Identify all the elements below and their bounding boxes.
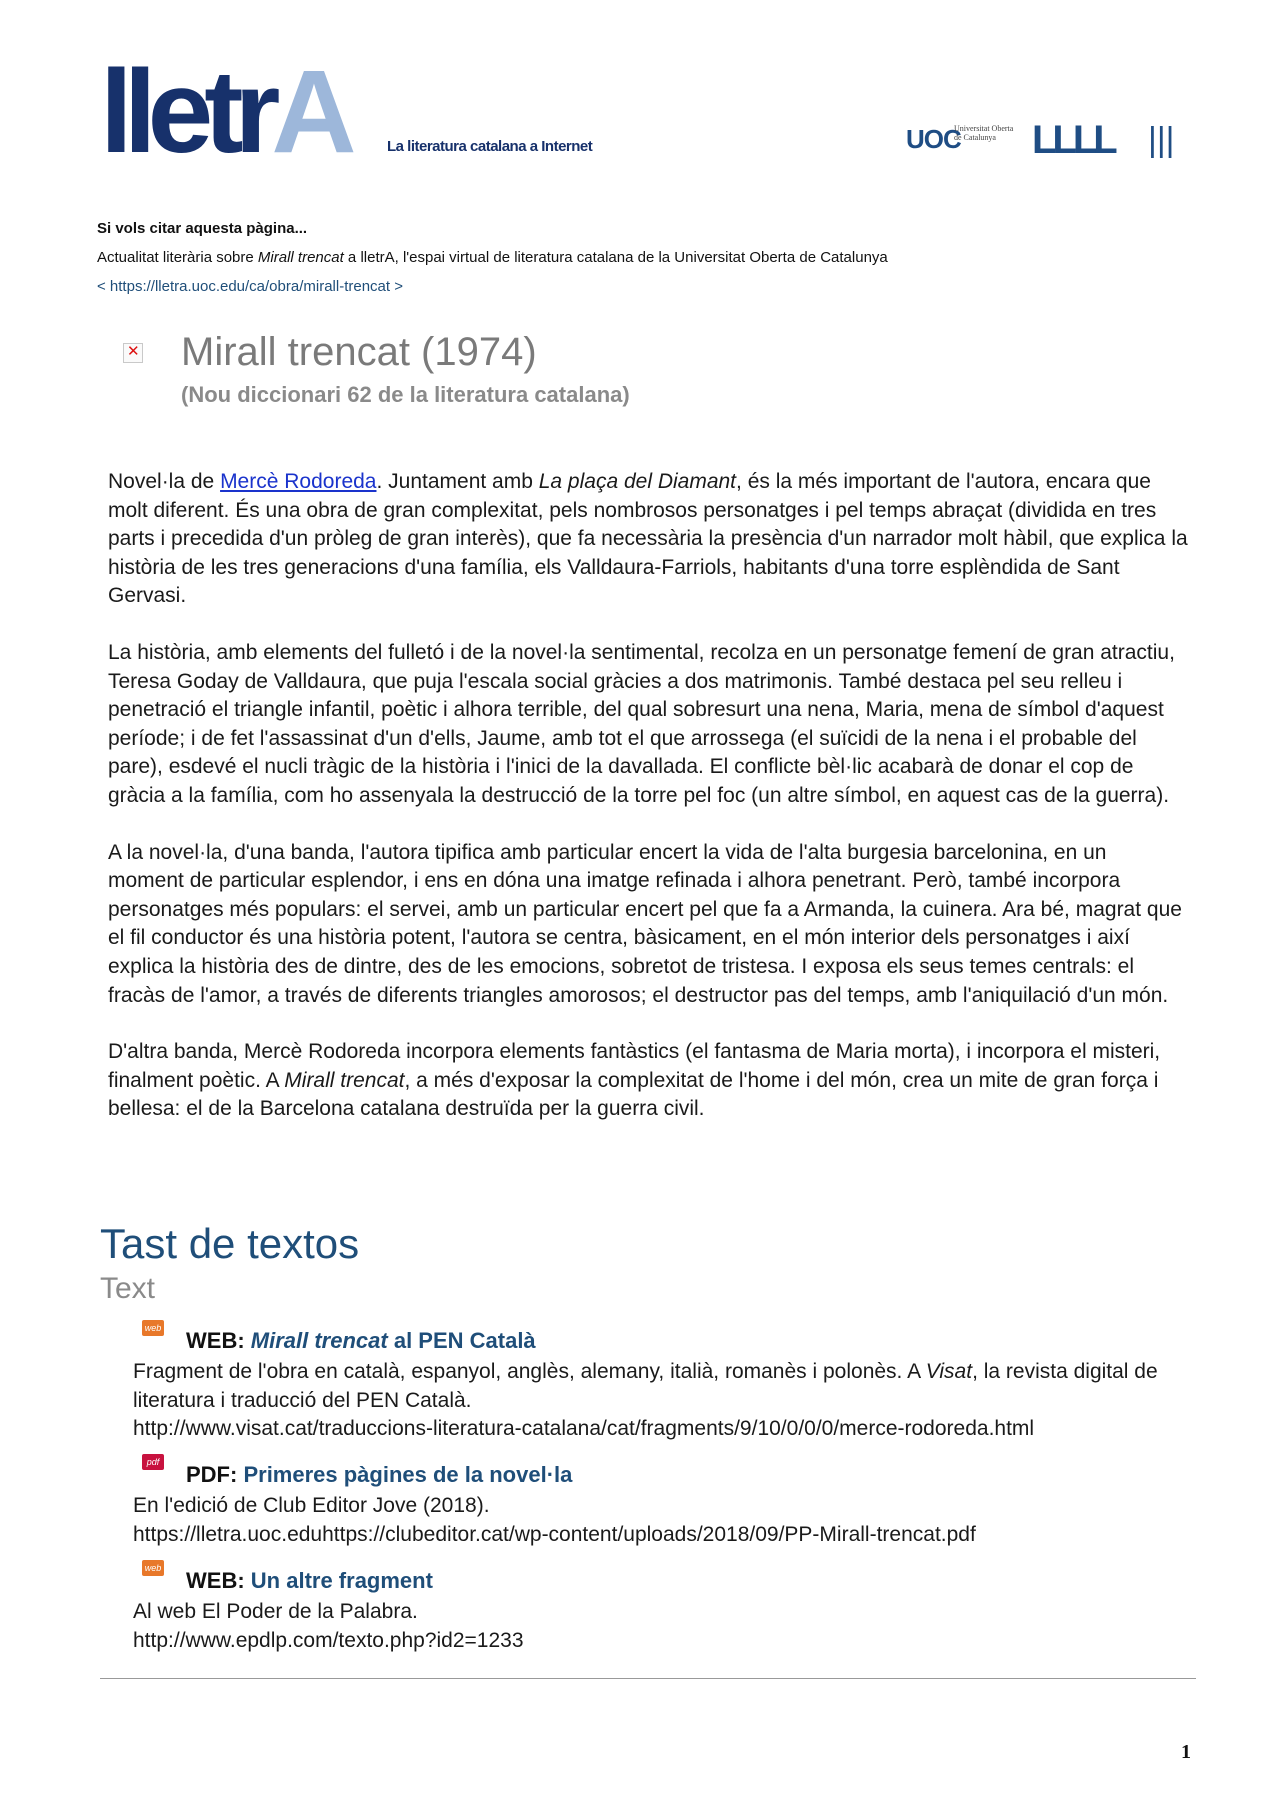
resource-description [133, 1358, 1193, 1415]
resource-kind: PDF [186, 1462, 230, 1487]
logo-wordmark-dark: lletr [100, 46, 272, 178]
resource-entry [133, 1563, 1193, 1655]
uoc-logo-mark: UOC [906, 124, 961, 154]
citation-work-title: Mirall trencat [257, 249, 344, 266]
page-number: 1 [1181, 1741, 1191, 1763]
section-subheading: Text [100, 1272, 156, 1305]
resource-heading [133, 1323, 1193, 1356]
paragraph-4 [108, 1038, 1188, 1124]
citation-url[interactable]: < https://lletra.uoc.edu/ca/obra/mirall-trencat > [97, 278, 403, 295]
pdf-file-icon: pdf [142, 1454, 164, 1470]
uoc-logo-text: Universitat Oberta de Catalunya [954, 124, 1014, 142]
page-title: Mirall trencat (1974) [181, 330, 537, 374]
uoc-logo[interactable] [906, 120, 1014, 160]
resource-heading [133, 1563, 1193, 1596]
resource-url: https://lletra.uoc.eduhttps://clubeditor.cat/wp-content/uploads/2018/09/PP-Mirall-trencat.pdf [133, 1522, 976, 1546]
resource-url: http://www.visat.cat/traduccions-literatura-catalana/cat/fragments/9/10/0/0/0/merce-rodoreda.html [133, 1417, 1035, 1441]
broken-image-icon [123, 343, 143, 363]
web-file-icon: web [142, 1320, 164, 1336]
page-subtitle: (Nou diccionari 62 de la literatura catalana) [181, 382, 630, 407]
llull-logo[interactable] [1032, 120, 1122, 160]
p1-text-b: . Juntament amb [376, 470, 539, 493]
citation-text-after: a lletrA, l'espai virtual de literatura catalana de la Universitat Oberta de Catalunya [343, 249, 888, 266]
llull-logo-mark: LLLL [1032, 118, 1114, 162]
citation-text [97, 243, 1197, 272]
author-link[interactable]: Mercè Rodoreda [220, 470, 377, 493]
resource-desc-b: , la revista digital de literatura i traducció del PEN Català. [133, 1360, 1158, 1412]
p4-text-a: D'altra banda, Mercè Rodoreda incorpora elements fantàstics (el fantasma de Maria morta), i incorpora el misteri, finalment poètic. A [108, 1040, 1161, 1092]
citation-title: Si vols citar aquesta pàgina... [97, 220, 308, 237]
resource-desc-italic: Visat [925, 1360, 973, 1383]
article-body [108, 468, 1188, 1152]
resource-separator: : [237, 1568, 251, 1593]
resource-heading [133, 1457, 1193, 1490]
resource-description: Al web El Poder de la Palabra. [133, 1600, 418, 1623]
broken-image-glyph: ✕ [127, 343, 140, 360]
p4-italic-title: Mirall trencat [284, 1068, 405, 1092]
paragraph-3: A la novel·la, d'una banda, l'autora tipifica amb particular encert la vida de l'alta burgesia barcelonina, en un moment de particular esplendor, i ens en dóna una imatge refinada i alhora penetrant. Però, també incorpora personatges més populars: el servei, amb un particular encert pel que fa a Armanda, la cuinera. Ara bé, magrat que el fil conductor és una història potent, l'autora se centra, bàsicament, en el món interior dels personatges i així explica la història des de dintre, des de les emocions, sobretot de tristesa. I exposa els seus temes centrals: el fracàs de l'amor, a través de diferents triangles amorosos; el destructor pas del temps, amb l'aniquilació d'un món. [108, 840, 1182, 1007]
logo-wordmark-accent: A [271, 46, 348, 178]
web-file-icon: web [142, 1560, 164, 1576]
logo-wordmark [100, 46, 348, 178]
resource-entry [133, 1323, 1193, 1444]
resource-kind: WEB [186, 1568, 238, 1593]
resource-link-italic: Mirall trencat [250, 1328, 388, 1353]
resource-kind: WEB [186, 1328, 238, 1353]
footer-divider [100, 1678, 1196, 1679]
generalitat-logo[interactable] [1148, 120, 1182, 160]
lletra-logo[interactable] [100, 46, 700, 178]
logo-tagline: La literatura catalana a Internet [387, 138, 593, 155]
resource-desc-a: Fragment de l'obra en català, espanyol, anglès, alemany, italià, romanès i polonès. A [133, 1360, 926, 1383]
p4-text-b: , a més d'exposar la complexitat de l'home i del món, crea un mite de gran força i bellesa: el de la Barcelona catalana destruïda per la guerra civil. [108, 1068, 1159, 1121]
citation-block [97, 214, 1197, 301]
citation-text-before: Actualitat literària sobre [97, 249, 258, 266]
generalitat-icon: ||| [1148, 121, 1175, 159]
paragraph-2: La història, amb elements del fulletó i de la novel·la sentimental, recolza en un personatge femení de gran atractiu, Teresa Goday de Valldaura, que puja l'escala social gràcies a dos matrimonis. També destaca pel seu relleu i penetració el triangle infantil, poètic i alhora terrible, del qual sobresurt una nena, Maria, mena de símbol d'aquest període; i de fet l'assassinat d'un d'ells, Jaume, amb tot el que arrossega (el suïcidi de la nena i el probable del pare), esdevé el nucli tràgic de la història i l'inici de la davallada. El conflicte bèl·lic acabarà de donar el cop de gràcia a la família, com ho assenyala la destrucció de la torre pel foc (un altre símbol, en aquest cas de la guerra). [108, 640, 1175, 807]
resource-url: http://www.epdlp.com/texto.php?id2=1233 [133, 1628, 524, 1652]
resource-description: En l'edició de Club Editor Jove (2018). [133, 1494, 490, 1517]
resource-link[interactable] [251, 1328, 536, 1353]
resource-link[interactable]: Un altre fragment [250, 1568, 433, 1593]
resource-separator: : [237, 1328, 251, 1353]
p1-italic-title: La plaça del Diamant [538, 470, 737, 493]
paragraph-1 [108, 468, 1188, 611]
p1-text-a: Novel·la de [108, 470, 221, 493]
resource-separator: : [230, 1462, 244, 1487]
p1-text-c: , és la més important de l'autora, encara que molt diferent. És una obra de gran complexitat, pels nombrosos personatges i pel temps abraçat (dividida en tres parts i precedida d'un pròleg de gran interès), que fa necessària la presència d'un narrador molt hàbil, que explica la història de les tres generacions d'una família, els Valldaura-Farriols, habitants d'una torre esplèndida de Sant Gervasi. [108, 470, 1188, 608]
resource-link-rest: al PEN Català [387, 1328, 536, 1353]
resource-link[interactable]: Primeres pàgines de la novel·la [243, 1462, 573, 1487]
resource-entry [133, 1457, 1193, 1549]
section-heading: Tast de textos [100, 1220, 360, 1267]
